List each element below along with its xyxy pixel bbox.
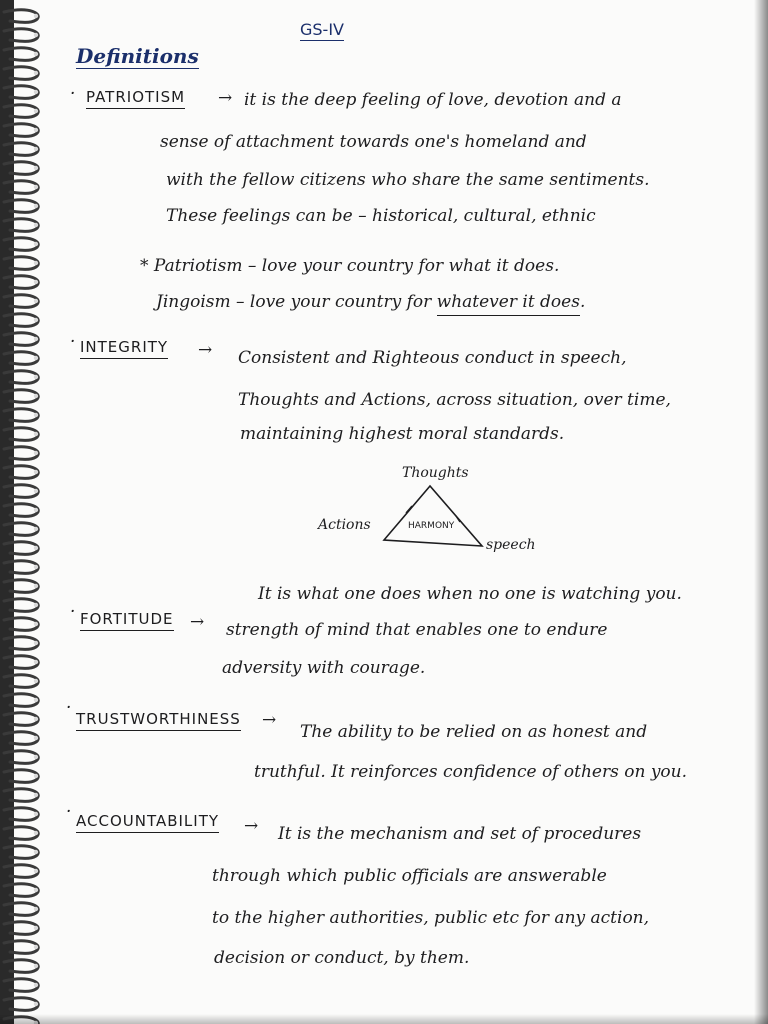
binding-hole — [34, 850, 38, 854]
binding-hole — [34, 869, 38, 873]
arrow-icon: → — [262, 710, 277, 730]
diagram-label-right: speech — [486, 537, 536, 553]
binding-hole — [34, 299, 38, 303]
bullet-dot: · — [70, 84, 76, 104]
spiral-binding — [0, 0, 48, 1024]
definition-line: through which public officials are answerable — [212, 866, 607, 886]
binding-hole — [34, 470, 38, 474]
binding-hole — [34, 945, 38, 949]
binding-hole — [34, 546, 38, 550]
arrow-icon: → — [190, 612, 205, 632]
binding-hole — [34, 413, 38, 417]
jingoism-end: . — [579, 292, 586, 312]
binding-hole — [34, 679, 38, 683]
binding-hole — [34, 128, 38, 132]
binding-hole — [34, 755, 38, 759]
term-integrity: INTEGRITY — [80, 340, 168, 359]
definition-line: strength of mind that enables one to endure — [226, 620, 608, 640]
definition-line: to the higher authorities, public etc for any action, — [212, 908, 650, 928]
binding-hole — [34, 508, 38, 512]
definition-line: The ability to be relied on as honest and — [300, 722, 648, 742]
definition-line: it is the deep feeling of love, devotion and a — [244, 90, 622, 110]
arrow-icon: → — [244, 816, 259, 836]
triangle-shape — [384, 486, 482, 546]
definition-line: sense of attachment towards one's homeland and — [160, 132, 587, 152]
binding-hole — [34, 736, 38, 740]
binding-hole — [34, 33, 38, 37]
binding-hole — [34, 812, 38, 816]
subject-title: GS-IV — [300, 20, 344, 39]
binding-hole — [34, 14, 38, 18]
binding-hole — [34, 926, 38, 930]
term-fortitude: FORTITUDE — [80, 612, 174, 631]
binding-hole — [34, 356, 38, 360]
bullet-dot: · — [70, 332, 76, 352]
definition-line: Consistent and Righteous conduct in speech, — [238, 348, 627, 368]
binding-hole — [34, 242, 38, 246]
page-edge-shadow — [754, 0, 768, 1024]
binding-hole — [34, 280, 38, 284]
binding-hole — [34, 204, 38, 208]
arrow-icon: → — [198, 340, 213, 360]
definition-line: Thoughts and Actions, across situation, over time, — [238, 390, 671, 410]
binding-hole — [34, 603, 38, 607]
binding-hole — [34, 717, 38, 721]
triangle-arrow-up — [406, 506, 412, 513]
page-heading: Definitions — [76, 44, 199, 68]
page-bottom-shadow — [0, 1014, 768, 1024]
diagram-label-top: Thoughts — [402, 465, 469, 481]
binding-hole — [34, 52, 38, 56]
binding-hole — [34, 622, 38, 626]
binding-hole — [34, 1002, 38, 1006]
definition-line: with the fellow citizens who share the same sentiments. — [166, 170, 650, 190]
binding-hole — [34, 907, 38, 911]
term-trustworthiness: TRUSTWORTHINESS — [76, 712, 241, 731]
binding-hole — [34, 774, 38, 778]
binding-hole — [34, 318, 38, 322]
binding-hole — [34, 698, 38, 702]
definition-line: These feelings can be – historical, cultural, ethnic — [166, 206, 596, 226]
binding-hole — [34, 147, 38, 151]
binding-hole — [34, 660, 38, 664]
binding-hole — [34, 337, 38, 341]
binding-hole — [34, 90, 38, 94]
binding-hole — [34, 793, 38, 797]
binding-hole — [34, 831, 38, 835]
binding-hole — [34, 565, 38, 569]
binding-hole — [34, 584, 38, 588]
diagram-label-left: Actions — [318, 517, 371, 533]
integrity-note: It is what one does when no one is watching you. — [258, 584, 682, 604]
diagram-label-center: HARMONY — [408, 521, 455, 531]
binding-hole — [34, 527, 38, 531]
definition-line: It is the mechanism and set of procedures — [278, 824, 642, 844]
binding-hole — [34, 261, 38, 265]
term-accountability: ACCOUNTABILITY — [76, 814, 219, 833]
definition-line: truthful. It reinforces confidence of others on you. — [254, 762, 688, 782]
jingoism-text: Jingoism – love your country for — [156, 292, 437, 312]
bullet-dot: · — [66, 698, 72, 718]
bullet-dot: · — [70, 602, 76, 622]
binding-hole — [34, 185, 38, 189]
binding-hole — [34, 109, 38, 113]
definition-line: decision or conduct, by them. — [214, 948, 470, 968]
binding-hole — [34, 641, 38, 645]
term-patriotism: PATRIOTISM — [86, 90, 185, 109]
binding-hole — [34, 375, 38, 379]
binding-hole — [34, 983, 38, 987]
binding-hole — [34, 166, 38, 170]
jingoism-emphasis: whatever it does — [437, 292, 580, 316]
bullet-dot: · — [66, 802, 72, 822]
binding-hole — [34, 223, 38, 227]
binding-hole — [34, 489, 38, 493]
definition-line: maintaining highest moral standards. — [240, 424, 565, 444]
binding-hole — [34, 964, 38, 968]
arrow-icon: → — [218, 88, 233, 108]
binding-hole — [34, 888, 38, 892]
binding-hole — [34, 451, 38, 455]
binding-hole — [34, 71, 38, 75]
patriotism-note: * Patriotism – love your country for what it does. — [140, 256, 560, 276]
jingoism-note — [156, 294, 585, 311]
definition-line: adversity with courage. — [222, 658, 426, 678]
binding-hole — [34, 394, 38, 398]
binding-hole — [34, 432, 38, 436]
